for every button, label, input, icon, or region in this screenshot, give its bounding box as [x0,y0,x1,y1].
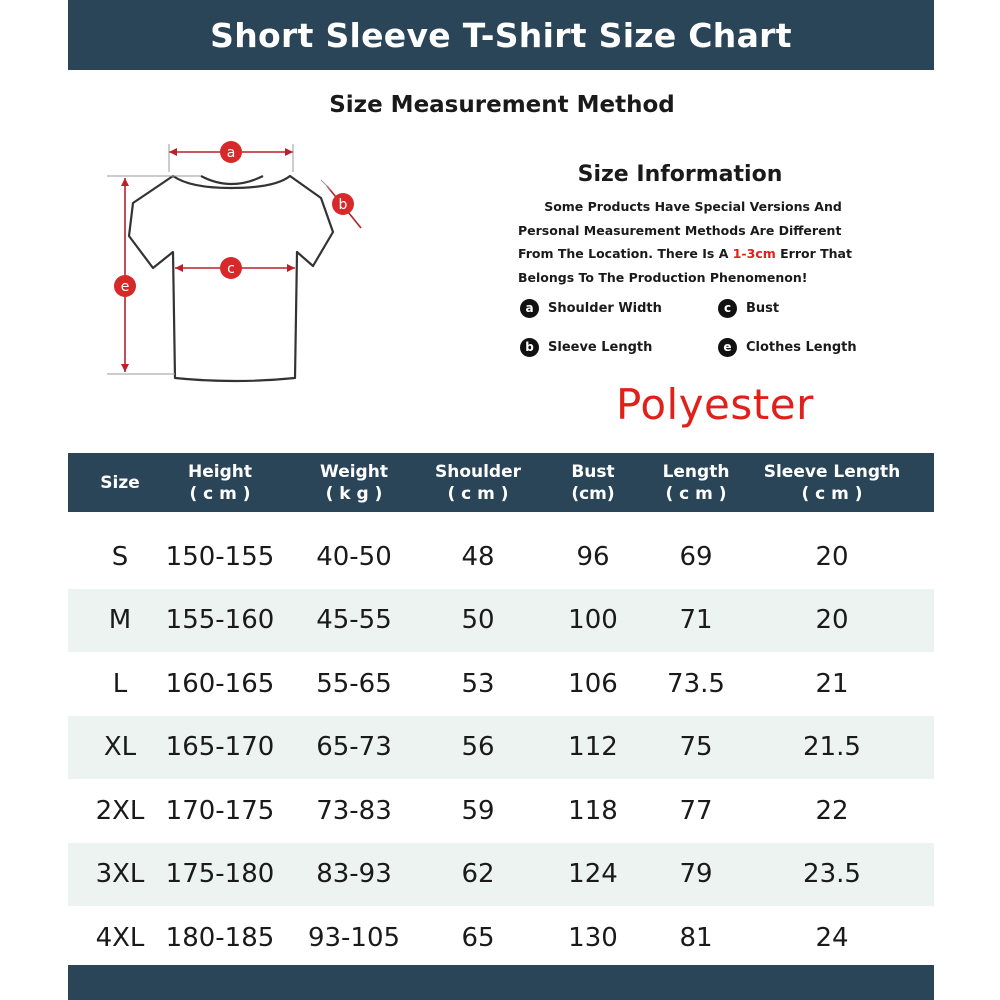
header-line: Sleeve Length [763,461,901,482]
measurement-method-title: Size Measurement Method [329,92,675,118]
cell-length: 79 [679,859,713,889]
cell-shoulder: 65 [461,922,495,953]
header-size [80,453,160,512]
cell-height: 150-155 [165,541,275,572]
cell-bust: 100 [568,605,618,635]
cell-size: 4XL [95,922,145,953]
cell-sleeve-length: 20 [815,541,849,572]
cell-shoulder: 53 [461,668,495,699]
cell-height: 170-175 [165,795,275,826]
legend-clothes-length [718,338,857,357]
header-unit: ( c m ) [801,483,863,504]
cell-weight: 55-65 [316,668,392,699]
cell-weight: 93-105 [307,922,401,953]
cell-shoulder: 56 [461,732,495,762]
header-unit: ( k g ) [325,483,383,504]
cell-bust: 112 [568,732,618,762]
info-line-3-pre: From The Location. There Is A [518,246,733,261]
header-bust [540,453,646,512]
info-line-4: Belongs To The Production Phenomenon! [518,269,808,285]
table-row [68,906,934,969]
material-label: Polyester [616,380,814,429]
header-unit: ( c m ) [665,483,727,504]
header-unit: (cm) [571,483,615,504]
table-row [68,779,934,842]
cell-shoulder: 62 [461,859,495,889]
header-height [160,453,280,512]
table-row [68,652,934,715]
cell-length: 75 [679,732,713,762]
header-line: Size [100,472,140,493]
legend-label: Shoulder Width [548,301,662,316]
header-unit: ( c m ) [189,483,251,504]
cell-weight: 40-50 [316,541,392,572]
legend-b-icon: b [520,338,539,357]
info-line-3 [518,242,878,266]
cell-size: XL [103,732,137,762]
cell-size: L [112,668,128,699]
label-b: b [338,197,348,213]
table-row [68,589,934,652]
cell-sleeve-length: 23.5 [803,859,861,889]
header-line: Shoulder [434,461,522,482]
cell-bust: 124 [568,859,618,889]
label-c: c [227,261,235,277]
info-line-1: Some Products Have Special Versions And [544,199,842,214]
table-row [68,843,934,906]
header-line: Bust [571,461,615,482]
cell-length: 69 [679,541,713,572]
cell-shoulder: 59 [461,795,495,826]
shoulder-width-marker [169,141,293,172]
cell-height: 180-185 [165,922,275,953]
cell-height: 175-180 [165,859,275,889]
cell-height: 165-170 [165,732,275,762]
cell-height: 155-160 [165,605,275,635]
cell-sleeve-length: 22 [815,795,849,826]
table-row [68,716,934,779]
cell-sleeve-length: 21.5 [803,732,861,762]
legend-e-icon: e [718,338,737,357]
cell-sleeve-length: 24 [815,922,849,953]
header-length [646,453,746,512]
chart-title-banner [68,0,934,70]
legend-a-icon: a [520,299,539,318]
cell-weight: 73-83 [316,795,392,826]
cell-size: M [108,605,132,635]
legend-shoulder-width [520,299,662,318]
header-line: Height [188,461,252,482]
legend-label: Sleeve Length [548,340,653,355]
cell-bust: 96 [576,541,610,572]
cell-length: 71 [679,605,713,635]
size-information-title: Size Information [577,162,783,187]
cell-bust: 118 [568,795,618,826]
cell-sleeve-length: 21 [815,668,849,699]
cell-weight: 45-55 [316,605,392,635]
cell-shoulder: 48 [461,541,495,572]
cell-length: 77 [679,795,713,826]
legend-label: Clothes Length [746,340,857,355]
label-a: a [226,145,236,161]
cell-length: 81 [679,922,713,953]
cell-shoulder: 50 [461,605,495,635]
error-range: 1-3cm [732,246,776,261]
cell-size: 2XL [95,795,145,826]
tshirt-measurement-diagram [95,128,375,398]
legend-sleeve-length [520,338,652,357]
chart-title: Short Sleeve T-Shirt Size Chart [210,15,792,55]
info-line-3-post: Error That [775,246,852,261]
header-shoulder [420,453,536,512]
size-table-header [68,453,934,512]
cell-size: 3XL [95,859,145,889]
legend-c-icon: c [718,299,737,318]
header-weight [290,453,418,512]
cell-weight: 83-93 [316,859,392,889]
cell-bust: 130 [568,922,618,953]
legend-label: Bust [746,301,780,316]
cell-sleeve-length: 20 [815,605,849,635]
cell-bust: 106 [568,668,618,699]
header-sleeve-length [752,453,912,512]
cell-height: 160-165 [165,668,275,699]
header-unit: ( c m ) [447,483,509,504]
size-information-text [518,195,878,289]
table-row [68,525,934,588]
cell-length: 73.5 [667,668,725,699]
footer-bar [68,965,934,1000]
label-e: e [120,279,130,295]
header-line: Weight [320,461,388,482]
cell-size: S [111,541,129,572]
cell-weight: 65-73 [316,732,392,762]
header-line: Length [662,461,730,482]
legend-bust [718,299,779,318]
info-line-2: Personal Measurement Methods Are Different [518,222,842,238]
